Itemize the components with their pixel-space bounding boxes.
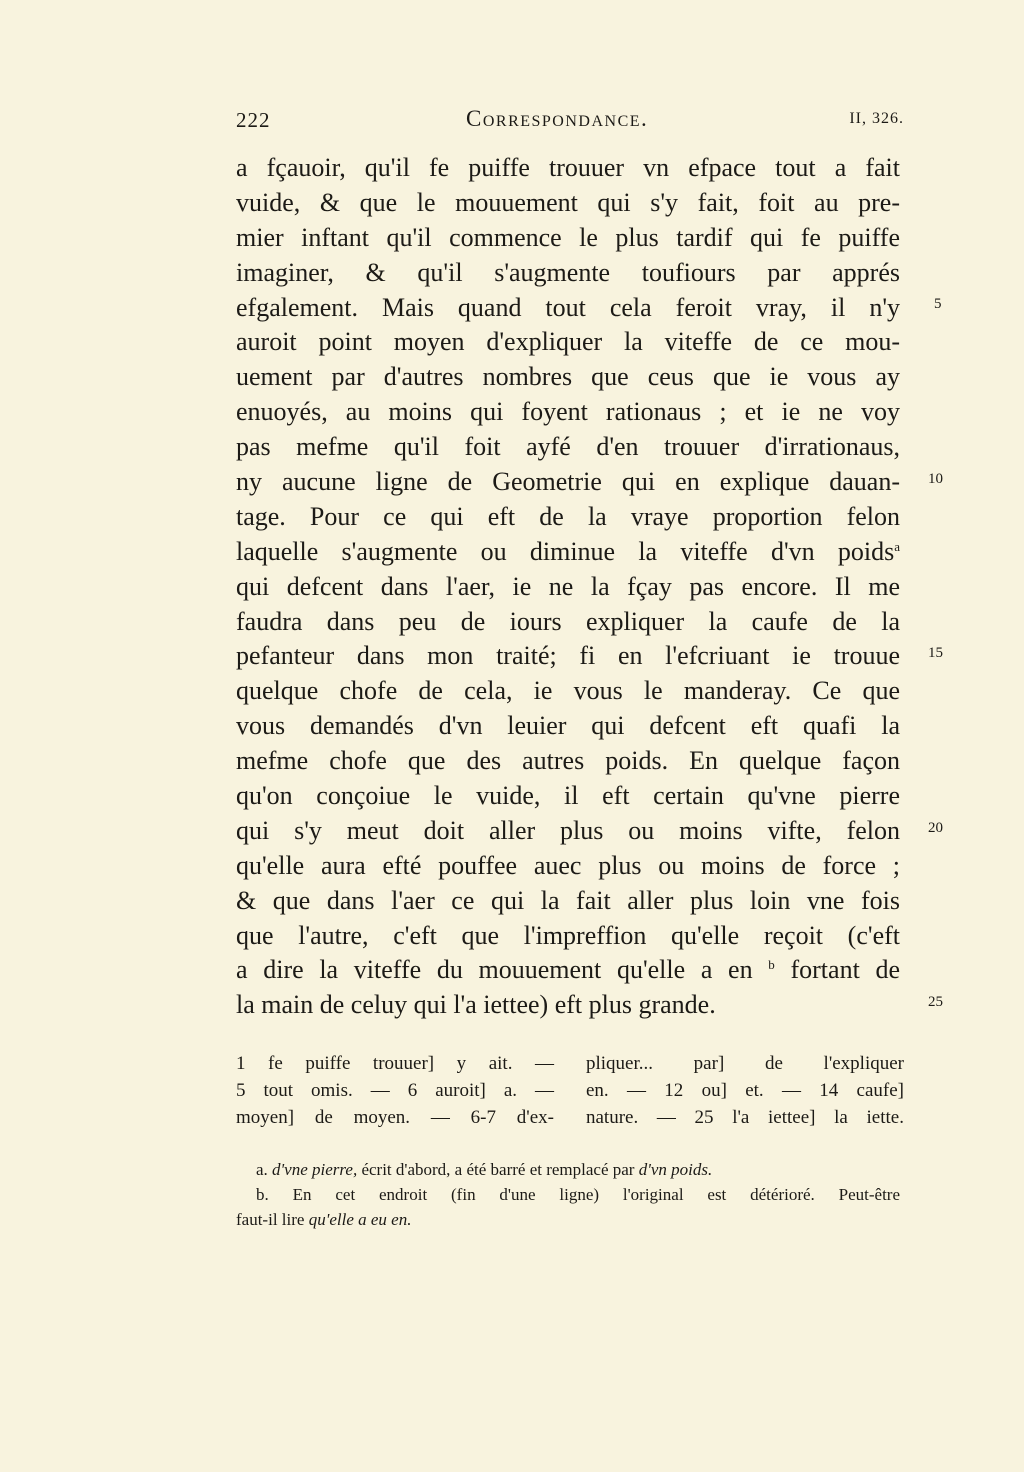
footnote-marker-a: a [894,538,900,554]
line-number: 10 [928,471,943,487]
text-line-tail: fortant de [790,955,901,985]
text-line: auroit point moyen d'expliquer la viteffe de ce mou- [236,327,900,357]
text-line: que l'autre, c'eft que l'impreffion qu'elle reçoit (c'eft [236,920,900,950]
running-header [236,104,904,138]
footnote-a [236,1157,900,1182]
text-line: vuide, & que le mouuement qui s'y fait, foit au pre- [236,187,900,217]
footnote-italic: d'vn poids. [638,1160,713,1179]
variant-line: pliquer... par] de l'expliquer [586,1053,904,1074]
footnote-text: faut-il lire [236,1210,305,1229]
variants-right-column [586,1050,904,1131]
footnote-b-continued [236,1207,900,1232]
footnote-marker-b: b [768,957,775,973]
text-line: mefme chofe que des autres poids. En quelque façon [236,746,900,776]
text-line: enuoyés, au moins qui foyent rationaus ; et ie ne voy [236,397,900,427]
text-line: qu'elle aura efté pouffee auec plus ou moins de force ; [236,850,900,880]
text-line: faudra dans peu de iours expliquer la caufe de la [236,606,900,636]
text-line-content: a dire la viteffe du mouuement qu'elle a en [236,955,753,985]
variant-line: 1 fe puiffe trouuer] y ait. — [236,1053,554,1074]
variants-left-column [236,1050,554,1131]
variant-line: 5 tout omis. — 6 auroit] a. — [236,1080,554,1101]
text-line: & que dans l'aer ce qui la fait aller plus loin vne fois [236,885,900,915]
line-number: 5 [934,296,942,312]
page-number: 222 [236,108,271,132]
text-line: ny aucune ligne de Geometrie qui en explique dauan- [236,467,900,497]
text-line: vous demandés d'vn leuier qui defcent eft quafi la [236,711,900,741]
footnote-text: écrit d'abord, a été barré et remplacé par [361,1160,635,1179]
footnote-italic: d'vne pierre, [272,1160,358,1179]
main-text [236,151,900,1023]
text-line-content: laquelle s'augmente ou diminue la viteffe d'vn poids [236,536,895,566]
line-number: 20 [928,820,943,836]
text-line: tage. Pour ce qui eft de la vraye proportion felon [236,501,900,531]
footnote-label: b. [256,1185,269,1204]
text-line: pas mefme qu'il foit ayfé d'en trouuer d'irrationaus, [236,432,900,462]
line-number: 25 [928,994,943,1010]
page-reference: II, 326. [849,110,904,127]
text-line: uement par d'autres nombres que ceus que ie vous ay [236,362,900,392]
footnote-b [236,1182,900,1207]
text-line: quelque chofe de cela, ie vous le manderay. Ce que [236,676,900,706]
footnote-italic: qu'elle a eu en. [308,1210,412,1229]
text-line: qui defcent dans l'aer, ie ne la fçay pas encore. Il me [236,571,900,601]
text-line [236,953,900,988]
text-line: la main de celuy qui l'a iettee) eft plus grande. [236,990,716,1020]
variant-line: nature. — 25 l'a iettee] la iette. [586,1107,904,1128]
footnote-label: a. [256,1160,268,1179]
variant-line: moyen] de moyen. — 6-7 d'ex- [236,1107,554,1128]
footnote-text: En cet endroit (fin d'une ligne) l'original est détérioré. Peut-être [292,1185,901,1204]
text-line: pefanteur dans mon traité; fi en l'efcriuant ie trouue [236,641,900,671]
line-number: 15 [928,645,943,661]
text-line: efgalement. Mais quand tout cela feroit vray, il n'y [236,292,900,322]
text-line [236,535,900,570]
text-line: qui s'y meut doit aller plus ou moins vifte, felon [236,815,900,845]
footnotes [236,1157,900,1232]
text-line: a fçauoir, qu'il fe puiffe trouuer vn efpace tout a fait [236,153,900,182]
text-line: qu'on conçoiue le vuide, il eft certain qu'vne pierre [236,781,900,811]
running-title: Correspondance. [466,106,649,131]
variant-line: en. — 12 ou] et. — 14 caufe] [586,1080,904,1101]
text-line: mier inftant qu'il commence le plus tardif qui fe puiffe [236,222,900,252]
text-line: imaginer, & qu'il s'augmente toufiours par apprés [236,257,900,287]
